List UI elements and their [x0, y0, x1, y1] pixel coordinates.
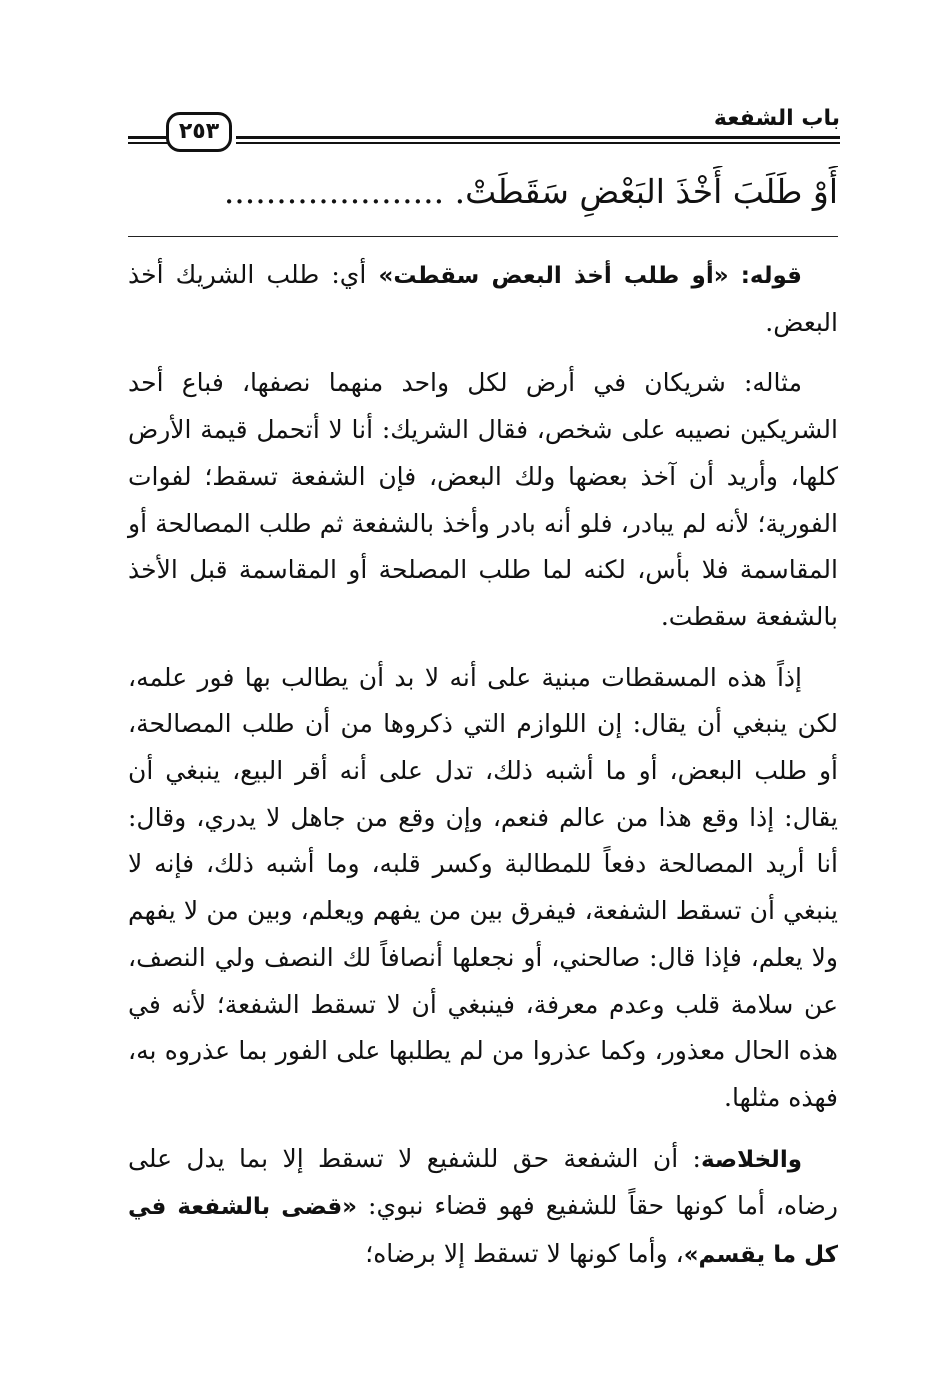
page-header [128, 100, 840, 160]
page-number: ٢٥٣ [166, 112, 232, 152]
matn-divider [128, 236, 838, 237]
paragraph-lead: قوله: [740, 263, 802, 289]
matn-text: أَوْ طَلَبَ أَخْذَ البَعْضِ سَقَطَتْ. [454, 172, 838, 211]
paragraph [128, 360, 838, 640]
paragraph-text: أي: طلب الشريك أخذ البعض. [128, 260, 838, 337]
paragraph [128, 655, 838, 1122]
chapter-title: باب الشفعة [713, 106, 840, 131]
header-rule [128, 142, 168, 144]
paragraph-text: إذاً هذه المسقطات مبنية على أنه لا بد أن يطالب بها فور علمه، لكن ينبغي أن يقال: إن اللوازم التي ذكروها من أن طلب المصالحة، أو طلب البعض، أو ما أشبه ذلك، تدل على أنه أقر البيع، ينبغي أن يقال: إذا وقع هذا من عالم فنعم، وإن وقع من جاهل لا يدري، وقال: أنا أريد المصالحة دفعاً للمطالبة وكسر قلبه، وما أشبه ذلك، فإنه لا ينبغي أن تسقط الشفعة، فيفرق بين من يفهم ويعلم، وبين من لا يفهم ولا يعلم، فإذا قال: صالحني، أو نجعلها أنصافاً لك النصف ولي النصف، عن سلامة قلب وعدم معرفة، فينبغي أن لا تسقط الشفعة؛ لأنه في هذه الحال معذور، وكما عذروا من لم يطلبها على الفور بما عذروه به، فهذه مثلها. [128, 662, 838, 1112]
paragraph [128, 252, 838, 346]
commentary-body [128, 252, 838, 1293]
matn-dots: ..................... [223, 172, 445, 211]
paragraph-text: : أن الشفعة حق للشفيع لا تسقط إلا بما يدل على رضاه، أما كونها حقاً للشفيع فهو قضاء نبوي: [128, 1143, 838, 1221]
paragraph [128, 1136, 838, 1279]
paragraph-text: مثاله: شريكان في أرض لكل واحد منهما نصفها، فباع أحد الشريكين نصيبه على شخص، فقال الشريك: أنا لا أتحمل قيمة الأرض كلها، وأريد أن آخذ بعضها ولك البعض، فإن الشفعة تسقط؛ لفوات الفورية؛ لأنه لم يبادر، فلو أنه بادر وأخذ بالشفعة ثم طلب المصالحة أو المقاسمة فلا بأس، لكنه لما طلب المصلحة أو المقاسمة قبل الأخذ بالشفعة سقطت. [128, 368, 838, 631]
header-rule [236, 136, 840, 139]
matn-quote: «أو طلب أخذ البعض سقطت» [378, 263, 729, 289]
header-rule [236, 142, 840, 144]
paragraph-text: ، وأما كونها لا تسقط إلا برضاه؛ [365, 1239, 684, 1269]
hadith-quote: «قضى بالشفعة في كل ما يقسم» [128, 1194, 838, 1269]
header-rule [128, 136, 168, 139]
matn-line [128, 166, 838, 218]
paragraph-lead: والخلاصة [700, 1146, 802, 1173]
